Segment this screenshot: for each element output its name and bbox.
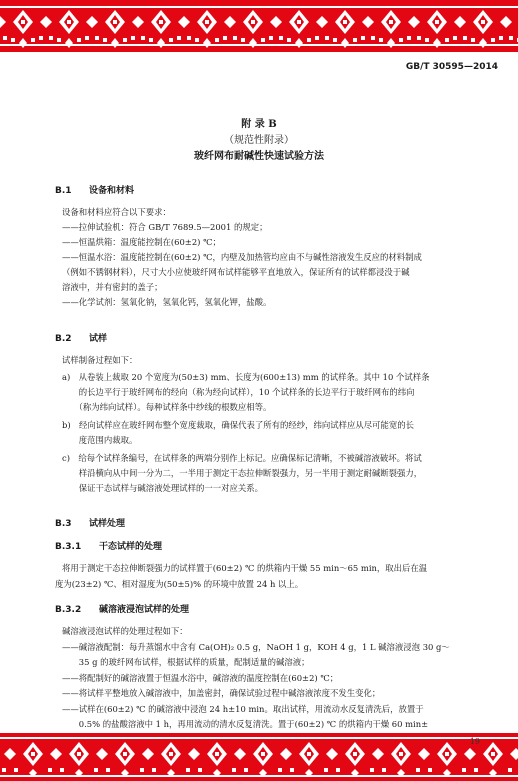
section-number: B.2 bbox=[55, 334, 72, 344]
list-item: ——拉伸试验机：符合 GB/T 7689.5—2001 的规定； bbox=[62, 222, 268, 232]
list-item: b) 经向试样应在玻纤网布整个宽度裁取，确保代表了所有的经纱，纬向试样应从尽可能宽的长 bbox=[62, 420, 415, 430]
list-item: c) 给每个试样条编号，在试样条的两端分别作上标记。应确保标记清晰，不被碱溶液破坏。将试 bbox=[62, 453, 422, 463]
list-item: ——化学试剂：氢氧化钠，氢氧化钙，氢氧化钾，盐酸。 bbox=[62, 297, 272, 307]
appendix-title: 玻纤网布耐碱性快速试验方法 bbox=[194, 151, 324, 162]
decorative-top-border bbox=[0, 0, 518, 52]
section-heading-b3 bbox=[55, 516, 125, 529]
paragraph-line: 将用于测定干态拉伸断裂强力的试样置于(60±2) ℃ 的烘箱内干燥 55 min～65 min，取出后在温 bbox=[62, 563, 428, 573]
ornament-pattern-bottom bbox=[0, 733, 518, 781]
ornament-pattern-top bbox=[0, 0, 518, 52]
decorative-bottom-border bbox=[0, 733, 518, 781]
paragraph-line: 碱溶液浸泡试样的处理过程如下： bbox=[62, 626, 188, 636]
list-item: ——将试样平整地放入碱溶液中，加盖密封，确保试验过程中碱溶液浓度不发生变化； bbox=[62, 688, 381, 698]
section-heading-b1 bbox=[55, 183, 134, 196]
paragraph-line: 试样制备过程如下： bbox=[62, 355, 138, 365]
list-item-cont: 溶液中，并有密封的盖子； bbox=[62, 282, 163, 292]
section-number: B.3.1 bbox=[55, 542, 82, 552]
section-number: B.3 bbox=[55, 519, 72, 529]
section-title: 试样处理 bbox=[89, 519, 126, 529]
list-item: a) 从卷装上裁取 20 个宽度为(50±3) mm、长度为(600±13) mm 的试样条。其中 10 个试样条 bbox=[62, 372, 430, 382]
appendix-label: 附 录 B bbox=[241, 119, 277, 130]
list-item-cont: 的长边平行于玻纤网布的经向（称为经向试样），10 个试样条的长边平行于玻纤网布的纬向 bbox=[62, 387, 415, 397]
section-heading-b3-2 bbox=[55, 602, 189, 615]
list-item-cont: 度范围内裁取。 bbox=[62, 435, 138, 445]
section-number: B.3.2 bbox=[55, 605, 82, 615]
list-item-cont: （例如不锈钢材料），尺寸大小应使玻纤网布试样能够平直地放入，保证所有的试样都浸没于碱 bbox=[62, 267, 410, 277]
section-title: 干态试样的处理 bbox=[99, 542, 163, 552]
list-item: ——恒温烘箱：温度能控制在(60±2) ℃； bbox=[62, 237, 221, 247]
section-title: 试样 bbox=[89, 334, 108, 344]
appendix-type: （规范性附录） bbox=[224, 135, 294, 146]
section-heading-b3-1 bbox=[55, 539, 162, 552]
list-item-cont: 样沿横向从中间一分为二，一半用于测定干态拉伸断裂强力，另一半用于测定耐碱断裂强力， bbox=[62, 468, 423, 478]
section-number: B.1 bbox=[55, 186, 72, 196]
standard-number: GB/T 30595—2014 bbox=[405, 62, 498, 72]
list-item-cont: 35 g 的玻纤网布试样，根据试样的质量，配制适量的碱溶液； bbox=[62, 657, 310, 667]
paragraph-line: 度为(23±2) ℃、相对湿度为(50±5)% 的环境中放置 24 h 以上。 bbox=[55, 579, 304, 589]
paragraph-line: 设备和材料应符合以下要求： bbox=[62, 207, 171, 217]
section-title: 设备和材料 bbox=[89, 186, 135, 196]
list-item: ——碱溶液配制：每升蒸馏水中含有 Ca(OH)₂ 0.5 g，NaOH 1 g，KOH 4 g，1 L 碱溶液浸泡 30 g～ bbox=[62, 642, 450, 652]
list-item-cont: 0.5% 的盐酸溶液中 1 h，再用流动的清水反复清洗。置于(60±2) ℃ 的烘箱内干燥 60 min± bbox=[62, 719, 429, 729]
list-item-cont: （称为纬向试样）。每种试样条中纱线的根数应相等。 bbox=[62, 402, 272, 412]
section-title: 碱溶液浸泡试样的处理 bbox=[99, 605, 190, 615]
section-heading-b2 bbox=[55, 331, 107, 344]
list-item: ——将配制好的碱溶液置于恒温水浴中，碱溶液的温度控制在(60±2) ℃； bbox=[62, 673, 339, 683]
list-item: ——恒温水浴：温度能控制在(60±2) ℃，内壁及加热管均应由不与碱性溶液发生反应的材料制成 bbox=[62, 252, 422, 262]
page-number: 19 bbox=[469, 737, 480, 746]
list-item: ——试样在(60±2) ℃ 的碱溶液中浸泡 24 h±10 min。取出试样，用流动水反复清洗后，放置于 bbox=[62, 704, 424, 714]
list-item-cont: 保证干态试样与碱溶液处理试样的一一对应关系。 bbox=[62, 483, 263, 493]
